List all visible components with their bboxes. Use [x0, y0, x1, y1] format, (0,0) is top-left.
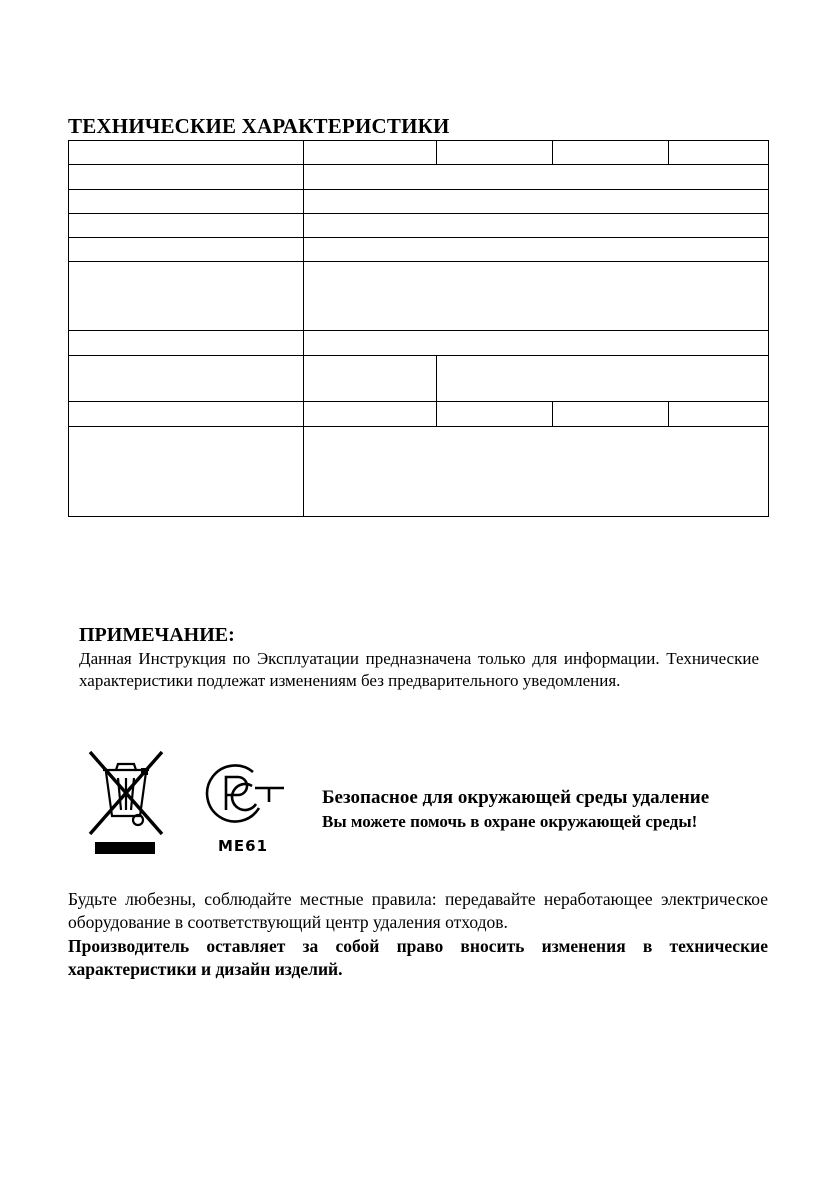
spec-cell	[304, 165, 769, 190]
spec-cell	[304, 238, 769, 262]
spec-cell	[304, 331, 769, 356]
spec-cell	[553, 402, 669, 427]
spec-cell	[304, 402, 437, 427]
spec-cell	[437, 356, 769, 402]
spec-cell	[437, 141, 553, 165]
spec-cell	[69, 141, 304, 165]
spec-cell	[69, 238, 304, 262]
weee-crossed-bin-icon	[86, 750, 166, 858]
spec-row	[69, 214, 769, 238]
spec-row	[69, 190, 769, 214]
spec-row	[69, 141, 769, 165]
spec-cell	[69, 427, 304, 517]
spec-row	[69, 402, 769, 427]
spec-cell	[669, 141, 769, 165]
spec-row	[69, 427, 769, 517]
spec-row	[69, 165, 769, 190]
spec-cell	[69, 262, 304, 331]
spec-cell	[69, 214, 304, 238]
spec-cell	[69, 165, 304, 190]
rst-logo-icon	[200, 760, 290, 832]
spec-cell	[69, 402, 304, 427]
spec-row	[69, 262, 769, 331]
spec-cell	[69, 356, 304, 402]
note-heading: ПРИМЕЧАНИЕ:	[79, 624, 235, 646]
rst-mark-code: ME61	[217, 837, 269, 855]
spec-cell	[304, 356, 437, 402]
spec-cell	[437, 402, 553, 427]
spec-cell	[304, 141, 437, 165]
spec-row	[69, 238, 769, 262]
spec-cell	[553, 141, 669, 165]
spec-title: ТЕХНИЧЕСКИЕ ХАРАКТЕРИСТИКИ	[68, 114, 450, 138]
spec-cell	[69, 190, 304, 214]
spec-cell	[669, 402, 769, 427]
eco-disposal-heading: Безопасное для окружающей среды удаление	[322, 787, 710, 808]
note-block	[79, 624, 759, 692]
spec-cell	[304, 214, 769, 238]
spec-row	[69, 331, 769, 356]
spec-cell	[304, 427, 769, 517]
spec-cell	[304, 190, 769, 214]
rst-certification-mark	[200, 760, 290, 855]
manufacturer-notice: Производитель оставляет за собой право вносить изменения в технические характеристики и дизайн изделий.	[68, 936, 768, 979]
spec-row	[69, 356, 769, 402]
spec-cell	[304, 262, 769, 331]
eco-disposal-subheading: Вы можете помочь в охране окружающей среды!	[322, 812, 698, 831]
spec-cell	[69, 331, 304, 356]
disposal-instructions: Будьте любезны, соблюдайте местные правила: передавайте неработающее электрическое оборудование в соответствующий центр удаления отходов.	[68, 889, 768, 932]
note-text: Данная Инструкция по Эксплуатации предназначена только для информации. Технические характеристики подлежат изменениям без предварительного уведомления.	[79, 649, 759, 690]
spec-table	[68, 140, 769, 517]
